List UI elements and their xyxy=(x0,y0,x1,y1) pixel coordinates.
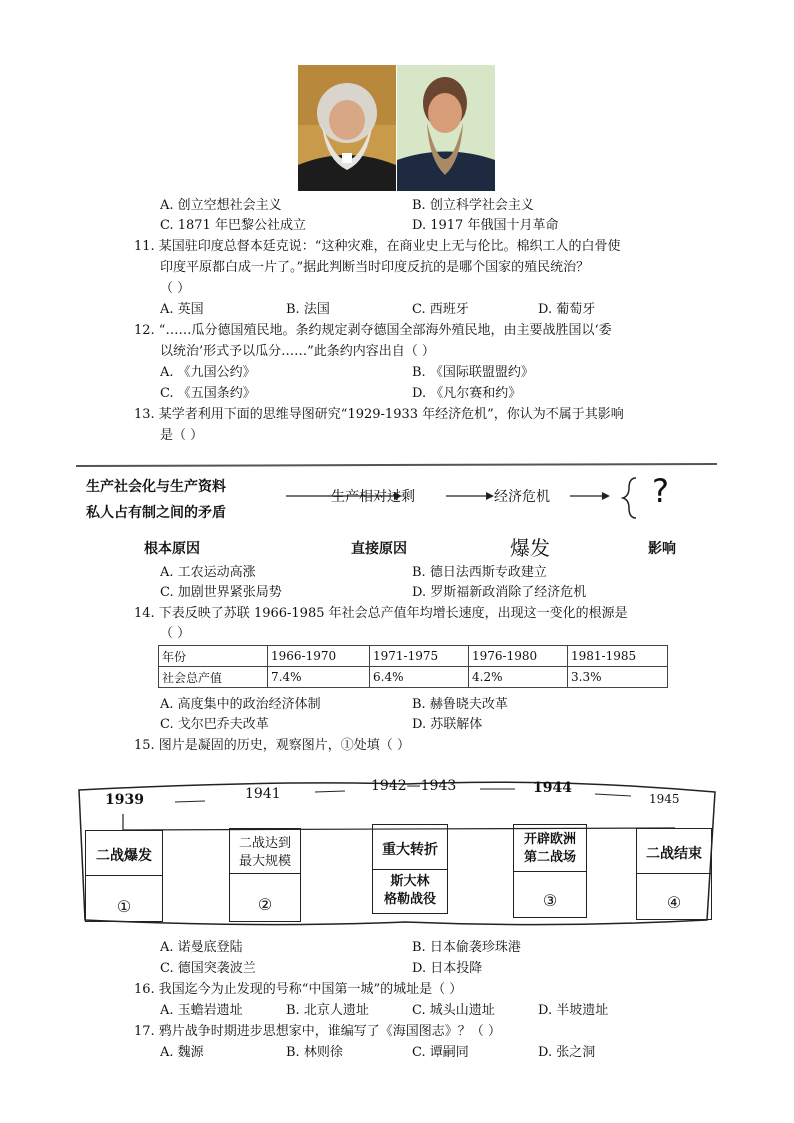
question-12-stem: 12. “……瓜分德国殖民地。条约规定剥夺德国全部海外殖民地，由主要战胜国以‘委 xyxy=(134,323,612,338)
option-a: A. 高度集中的政治经济体制 xyxy=(160,697,321,712)
timeline-event-label: 二战达到 最大规模 xyxy=(238,836,291,869)
timeline-box-1941 xyxy=(229,828,301,922)
table-cell: 1981-1985 xyxy=(568,646,668,667)
option-d: D. 《凡尔赛和约》 xyxy=(412,386,522,401)
question-14-stem: 14. 下表反映了苏联 1966-1985 年社会总产值年均增长速度，出现这一变化的根源是 xyxy=(134,606,628,621)
diagram-box1-line1: 生产社会化与生产资料 xyxy=(86,479,226,495)
table-cell: 年份 xyxy=(159,646,268,667)
option-d: D. 半坡遗址 xyxy=(538,1003,609,1018)
table-cell: 7.4% xyxy=(268,667,370,688)
option-c: C. 谭嗣同 xyxy=(412,1045,469,1060)
timeline-box-1944 xyxy=(513,824,587,918)
portrait-marx xyxy=(298,65,396,191)
timeline-box-1939 xyxy=(85,830,163,922)
question-11-stem: 11. 某国驻印度总督本廷克说：“这种灾难，在商业史上无与伦比。棉织工人的白骨使 xyxy=(134,239,621,254)
option-b: B. 赫鲁晓夫改革 xyxy=(412,697,508,712)
option-a: A. 玉蟾岩遗址 xyxy=(160,1003,243,1018)
option-c: C. 加剧世界紧张局势 xyxy=(160,585,282,600)
option-b: B. 《国际联盟盟约》 xyxy=(412,365,534,380)
wwii-timeline-figure xyxy=(75,770,720,932)
diagram-label-outbreak: 爆发 xyxy=(510,536,550,560)
timeline-event-label: 重大转折 xyxy=(382,842,438,858)
table-cell: 3.3% xyxy=(568,667,668,688)
question-11-stem-cont: 印度平原都白成一片了。”据此判断当时印度反抗的是哪个国家的殖民统治？ xyxy=(160,260,590,275)
year-1939: 1939 xyxy=(105,792,144,808)
timeline-blank-4: ④ xyxy=(666,893,682,912)
question-12-stem-cont: 以统治’形式予以瓜分……”此条约内容出自（ ） xyxy=(160,344,435,359)
option-c: C. 西班牙 xyxy=(412,302,469,317)
diagram-node-economic-crisis: 经济危机 xyxy=(494,489,550,505)
table-cell: 6.4% xyxy=(370,667,469,688)
option-b: B. 创立科学社会主义 xyxy=(412,198,534,213)
option-a: A. 《九国公约》 xyxy=(160,365,256,380)
option-c: C. 《五国条约》 xyxy=(160,386,256,401)
timeline-box-1945 xyxy=(636,828,712,920)
timeline-event-stalingrad: 斯大林 格勒战役 xyxy=(383,874,436,907)
timeline-blank-1: ① xyxy=(116,897,132,916)
mind-map-diagram xyxy=(74,460,719,560)
diagram-box1-line2: 私人占有制之间的矛盾 xyxy=(86,505,226,521)
portrait-engels xyxy=(397,65,495,191)
table-cell: 1971-1975 xyxy=(370,646,469,667)
option-d: D. 葡萄牙 xyxy=(538,302,596,317)
option-b: B. 林则徐 xyxy=(286,1045,343,1060)
option-d: D. 罗斯福新政消除了经济危机 xyxy=(412,585,587,600)
diagram-label-root-cause: 根本原因 xyxy=(144,541,200,557)
option-d: D. 张之洞 xyxy=(538,1045,596,1060)
option-d: D. 1917 年俄国十月革命 xyxy=(412,218,559,233)
timeline-blank-3: ③ xyxy=(542,891,558,910)
diagram-node-overproduction: 生产相对过剩 xyxy=(331,489,415,505)
answer-blank: （ ） xyxy=(160,626,191,641)
diagram-label-direct-cause: 直接原因 xyxy=(351,541,407,557)
option-c: C. 城头山遗址 xyxy=(412,1003,495,1018)
table-row xyxy=(159,667,668,688)
table-cell: 1976-1980 xyxy=(469,646,568,667)
option-c: C. 戈尔巴乔夫改革 xyxy=(160,717,269,732)
option-a: A. 创立空想社会主义 xyxy=(160,198,282,213)
option-d: D. 苏联解体 xyxy=(412,717,483,732)
option-a: A. 魏源 xyxy=(160,1045,204,1060)
option-b: B. 法国 xyxy=(286,302,330,317)
timeline-box-1942-1943 xyxy=(372,824,448,914)
timeline-event-label: 二战爆发 xyxy=(96,848,152,864)
question-13-stem-cont: 是（ ） xyxy=(160,428,204,443)
gdp-growth-table xyxy=(158,645,668,688)
table-cell: 4.2% xyxy=(469,667,568,688)
option-b: B. 日本偷袭珍珠港 xyxy=(412,940,521,955)
timeline-event-label: 二战结束 xyxy=(646,846,702,862)
option-d: D. 日本投降 xyxy=(412,961,483,976)
question-15-stem: 15. 图片是凝固的历史，观察图片，①处填（ ） xyxy=(134,738,410,753)
diagram-question-mark: ? xyxy=(652,472,669,510)
option-c: C. 1871 年巴黎公社成立 xyxy=(160,218,306,233)
year-1942-1943: 1942—1943 xyxy=(371,778,457,794)
option-b: B. 北京人遗址 xyxy=(286,1003,369,1018)
year-1941: 1941 xyxy=(245,786,281,802)
table-cell: 1966-1970 xyxy=(268,646,370,667)
diagram-label-impact: 影响 xyxy=(648,541,676,557)
option-c: C. 德国突袭波兰 xyxy=(160,961,256,976)
year-1945: 1945 xyxy=(649,792,680,806)
question-17-stem: 17. 鸦片战争时期进步思想家中，谁编写了《海国图志》？（ ） xyxy=(134,1024,501,1039)
option-b: B. 德日法西斯专政建立 xyxy=(412,565,547,580)
option-a: A. 工农运动高涨 xyxy=(160,565,256,580)
table-row xyxy=(159,646,668,667)
year-1944: 1944 xyxy=(533,780,572,796)
option-a: A. 诺曼底登陆 xyxy=(160,940,243,955)
option-a: A. 英国 xyxy=(160,302,204,317)
question-13-stem: 13. 某学者利用下面的思维导图研究“1929-1933 年经济危机”，你认为不属于其影响 xyxy=(134,407,624,422)
timeline-event-label: 开辟欧洲 第二战场 xyxy=(523,832,576,865)
timeline-blank-2: ② xyxy=(257,895,273,914)
table-cell: 社会总产值 xyxy=(159,667,268,688)
answer-blank: （ ） xyxy=(160,281,191,296)
question-16-stem: 16. 我国迄今为止发现的号称“中国第一城”的城址是（ ） xyxy=(134,982,463,997)
